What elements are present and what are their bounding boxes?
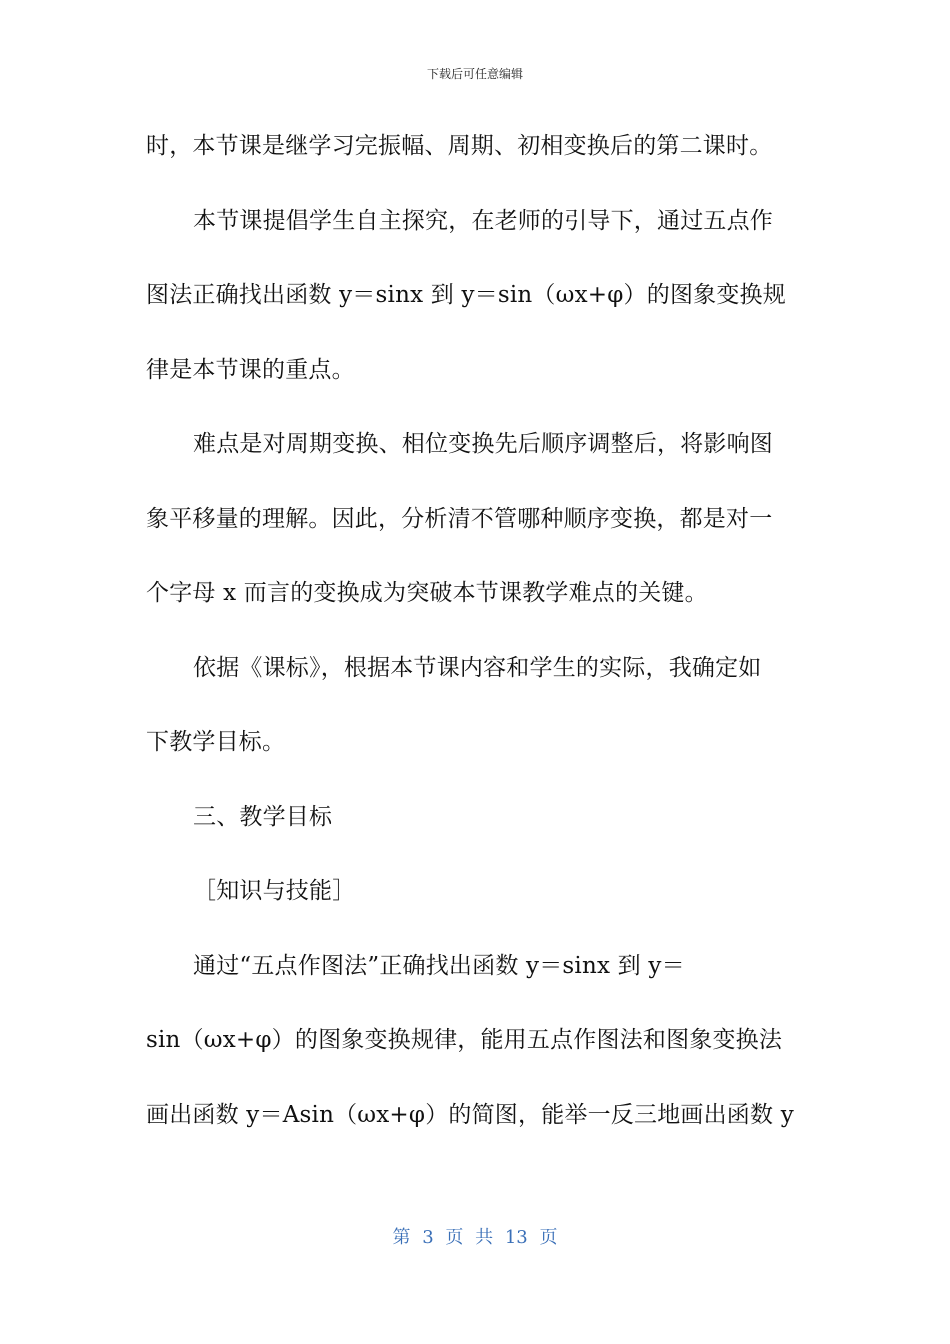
page-number-footer: 第 3 页 共 13 页 xyxy=(392,1227,558,1248)
text-line: 画出函数 y＝Asin（ωx+φ）的简图，能举一反三地画出函数 y xyxy=(146,1101,794,1128)
text-line: 本节课提倡学生自主探究，在老师的引导下，通过五点作 xyxy=(193,207,773,234)
text-line: 象平移量的理解。因此，分析清不管哪种顺序变换，都是对一 xyxy=(146,505,773,532)
page-header: 下载后可任意编辑 xyxy=(426,67,523,81)
text-line: 依据《课标》，根据本节课内容和学生的实际，我确定如 xyxy=(193,654,762,681)
document-body xyxy=(146,124,806,1167)
text-line: sin（ωx+φ）的图象变换规律，能用五点作图法和图象变换法 xyxy=(146,1027,783,1053)
text-line: 个字母 x 而言的变换成为突破本节课教学难点的关键。 xyxy=(146,580,708,606)
text-line: 律是本节课的重点。 xyxy=(146,356,355,383)
text-line: 难点是对周期变换、相位变换先后顺序调整后，将影响图 xyxy=(193,431,773,457)
subsection-heading: ［知识与技能］ xyxy=(193,878,356,904)
text-line: 图法正确找出函数 y＝sinx 到 y＝sin（ωx+φ）的图象变换规 xyxy=(146,282,786,308)
section-heading: 三、教学目标 xyxy=(193,803,333,830)
text-line: 时，本节课是继学习完振幅、周期、初相变换后的第二课时。 xyxy=(146,133,773,159)
text-line: 下教学目标。 xyxy=(146,729,286,755)
text-line: 通过“五点作图法”正确找出函数 y＝sinx 到 y＝ xyxy=(193,952,685,979)
